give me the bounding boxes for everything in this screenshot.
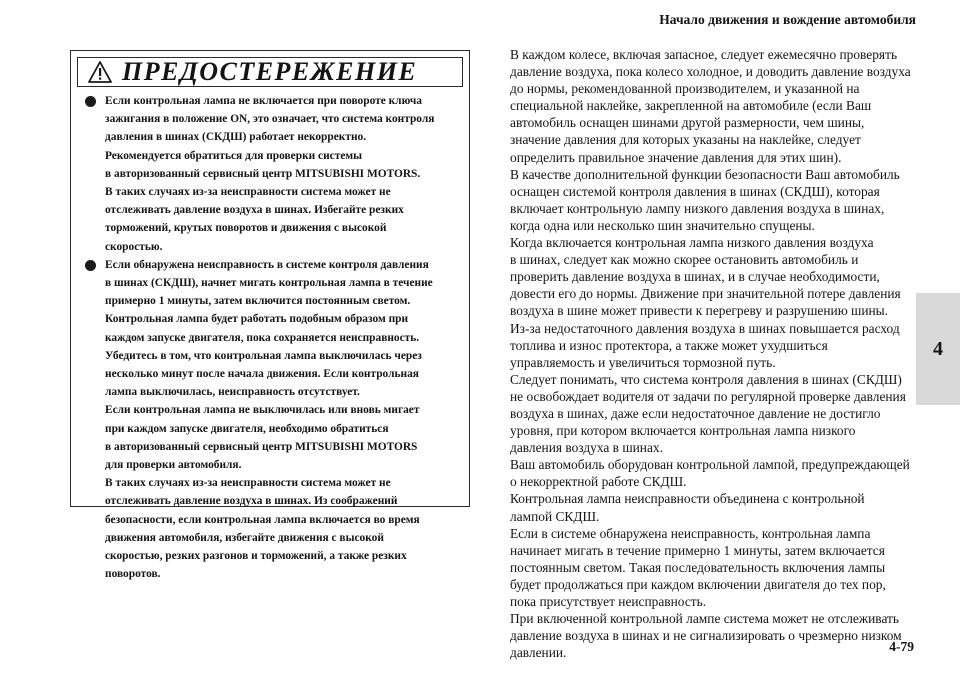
body-line: определить правильное значение давления для этих шин). xyxy=(510,149,842,165)
body-line: в шинах, следует как можно скорее остановить автомобиль и xyxy=(510,252,859,268)
body-line: При включенной контрольной лампе система может не отслеживать xyxy=(510,611,899,627)
warning-line: лампа выключилась, неисправность отсутствует. xyxy=(105,386,360,399)
warning-line: примерно 1 минуты, затем включится постоянным светом. xyxy=(105,295,411,308)
warning-line: скоростью, резких разгонов и торможений, а также резких xyxy=(105,550,407,563)
body-line: Ваш автомобиль оборудован контрольной лампой, предупреждающей xyxy=(510,457,910,473)
warning-line: Если контрольная лампа не выключилась или вновь мигает xyxy=(105,404,420,417)
warning-line: торможений, крутых поворотов и движения с высокой xyxy=(105,222,387,235)
warning-line: в авторизованный сервисный центр MITSUBISHI MOTORS xyxy=(105,440,418,453)
warning-line: несколько минут после начала движения. Если контрольная xyxy=(105,368,419,381)
warning-line: при каждом запуске двигателя, необходимо обратиться xyxy=(105,422,389,435)
warning-line: движения автомобиля, избегайте движения с высокой xyxy=(105,531,384,544)
warning-line: Рекомендуется обратиться для проверки системы xyxy=(105,149,363,162)
body-line: не освобождает водителя от задачи по регулярной проверке давления xyxy=(510,388,906,404)
warning-line: поворотов. xyxy=(105,568,161,581)
warning-line: Контрольная лампа будет работать подобным образом при xyxy=(105,313,409,326)
body-line: пока присутствует неисправность. xyxy=(510,594,707,609)
warning-line: В таких случаях из-за неисправности система может не xyxy=(105,477,391,490)
body-line: воздуха в шине может привести к перегреву и разрушению шины. xyxy=(510,303,889,319)
body-line: начинает мигать в течение примерно 1 минуты, затем включается xyxy=(510,542,885,558)
body-line: управляемость и увеличиться тормозной путь. xyxy=(510,354,776,370)
warning-line: в шинах (СКДШ), начнет мигать контрольная лампа в течение xyxy=(105,277,433,290)
body-line: оснащен системой контроля давления в шинах (СКДШ), которая xyxy=(510,183,880,199)
body-line: давлении. xyxy=(510,645,567,661)
body-line: Если в системе обнаружена неисправность, контрольная лампа xyxy=(510,525,871,541)
body-line: значение давления для которых указаны на наклейке, следует xyxy=(510,132,861,148)
body-line: Из-за недостаточного давления воздуха в шинах повышается расход xyxy=(510,320,900,336)
body-line: давление воздуха, пока колесо холодное, и доводить давление воздуха xyxy=(510,64,911,80)
body-line: В качестве дополнительной функции безопасности Ваш автомобиль xyxy=(510,166,900,182)
body-line: уровня, при котором включается контрольная лампа низкого xyxy=(510,423,856,439)
body-line: топлива и износ протектора, а также может ухудшиться xyxy=(510,337,828,353)
body-line: довести его до нормы. Движение при значительной потере давления xyxy=(510,286,901,302)
body-line: Следует понимать, что система контроля давления в шинах (СКДШ) xyxy=(510,371,902,387)
chapter-number: 4 xyxy=(933,337,943,360)
warning-line: для проверки автомобиля. xyxy=(105,459,242,472)
body-line: Когда включается контрольная лампа низкого давления воздуха xyxy=(510,235,874,251)
body-line: о некорректной работе СКДШ. xyxy=(510,474,687,490)
warning-line: давления в шинах (СКДШ) работает некорректно. xyxy=(105,131,367,144)
warning-line: зажигания в положение ON, это означает, что система контроля xyxy=(105,113,435,126)
body-line: будет продолжаться при каждом включении двигателя до тех пор, xyxy=(510,576,886,592)
warning-line: в авторизованный сервисный центр MITSUBISHI MOTORS. xyxy=(105,167,421,180)
body-line: давления воздуха в шинах. xyxy=(510,440,663,456)
warning-line: каждом запуске двигателя, пока сохраняется неисправность. xyxy=(105,331,420,344)
chapter-tab xyxy=(916,293,960,405)
page-header-title: Начало движения и вождение автомобиля xyxy=(659,12,916,27)
body-line: специальной наклейке, закрепленной на автомобиле (если Ваш xyxy=(510,98,872,114)
warning-line: отслеживать давление воздуха в шинах. Избегайте резких xyxy=(105,204,404,217)
body-line: В каждом колесе, включая запасное, следует ежемесячно проверять xyxy=(510,47,898,62)
warning-line: Если контрольная лампа не включается при повороте ключа xyxy=(105,95,422,107)
warning-line: В таких случаях из-за неисправности система может не xyxy=(105,186,391,199)
bullet-icon xyxy=(85,260,96,271)
body-line: Контрольная лампа неисправности объединена с контрольной xyxy=(510,491,865,507)
warning-line: безопасности, если контрольная лампа включается во время xyxy=(105,513,420,526)
body-line: воздуха в шинах, даже если недостаточное давление не достигло xyxy=(510,405,881,421)
warning-item xyxy=(81,92,461,256)
warning-line: Если обнаружена неисправность в системе контроля давления xyxy=(105,258,429,271)
body-line: проверить давление воздуха в шинах, и в случае необходимости, xyxy=(510,269,880,285)
warning-header xyxy=(77,57,463,87)
body-line: когда одна или несколько шин значительно спущены. xyxy=(510,217,815,233)
body-text xyxy=(510,46,920,661)
warning-item xyxy=(81,256,461,584)
page-number: 4-79 xyxy=(889,639,914,654)
body-line: автомобиль оснащен шинами другой размерности, чем шины, xyxy=(510,115,865,131)
warning-line: отслеживать давление воздуха в шинах. Из соображений xyxy=(105,495,398,508)
body-line: до нормы, рекомендованной производителем, и указанной на xyxy=(510,81,860,97)
warning-items xyxy=(81,92,461,583)
warning-triangle-icon xyxy=(88,61,112,83)
bullet-icon xyxy=(85,96,96,107)
warning-line: Убедитесь в том, что контрольная лампа выключилась через xyxy=(105,349,422,362)
body-line: давление воздуха в шинах и не сигнализировать о чрезмерно низком xyxy=(510,628,902,644)
body-line: постоянным светом. Такая последовательность включения лампы xyxy=(510,559,886,575)
warning-title: ПРЕДОСТЕРЕЖЕНИЕ xyxy=(122,57,418,86)
warning-line: скоростью. xyxy=(105,240,163,253)
warning-box xyxy=(70,50,470,581)
body-line: лампой СКДШ. xyxy=(510,508,600,524)
body-line: включает контрольную лампу низкого давления воздуха в шинах, xyxy=(510,200,885,216)
